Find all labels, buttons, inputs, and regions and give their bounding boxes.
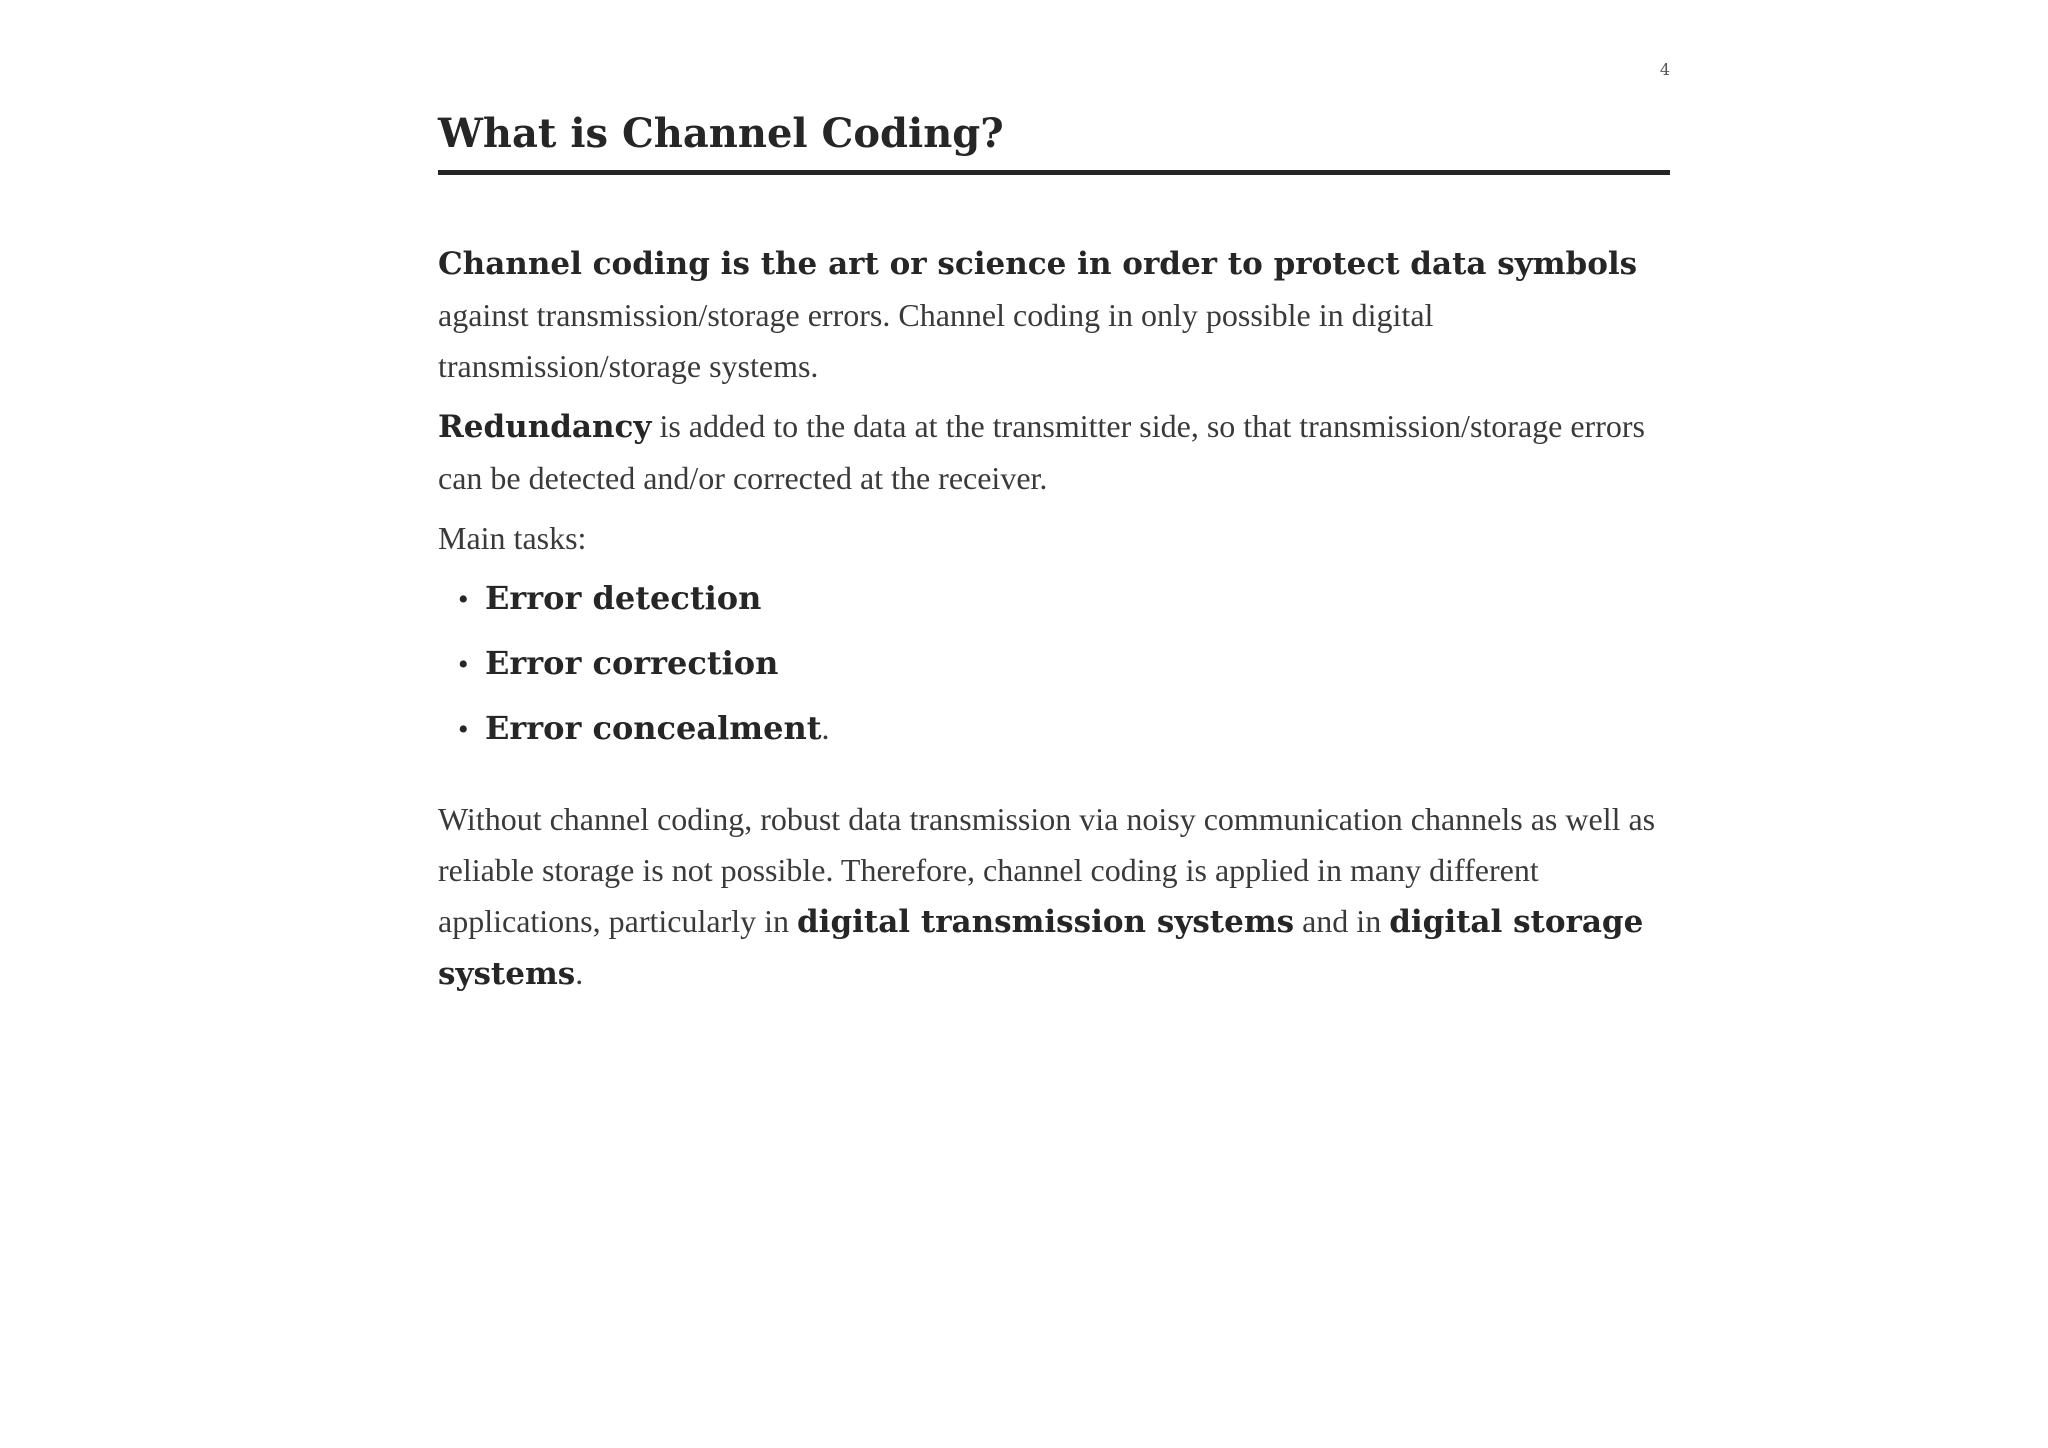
applications-text: Without channel coding, robust data transmission via noisy communication channels as well as reliable storage is not possible. Therefore, channel coding is applied in many different applications, particularly in <box>438 801 1656 939</box>
applications-text-connector: and in <box>1294 903 1390 939</box>
bullet-icon: • <box>458 648 469 681</box>
redundancy-text: is added to the data at the transmitter side, so that transmission/storage errors can be detected and/or corrected at the receiver. <box>438 408 1645 496</box>
page-number: 4 <box>1659 60 1670 79</box>
definition-paragraph <box>438 238 1670 392</box>
definition-text: against transmission/storage errors. Channel coding in only possible in digital transmission/storage systems. <box>438 297 1434 384</box>
list-item <box>458 573 1670 638</box>
redundancy-paragraph <box>438 401 1670 504</box>
task-label: Error concealment <box>485 709 822 747</box>
applications-bold-transmission: digital transmission systems <box>797 904 1295 940</box>
task-label: Error correction <box>485 644 779 682</box>
task-label: Error detection <box>485 579 762 617</box>
task-suffix: . <box>821 710 830 746</box>
applications-text-end: . <box>575 955 584 991</box>
list-item <box>458 703 1670 768</box>
title-underline-rule <box>438 170 1670 175</box>
list-item <box>458 638 1670 703</box>
bullet-icon: • <box>458 583 469 616</box>
redundancy-term: Redundancy <box>438 409 652 445</box>
definition-bold-lead: Channel coding is the art or science in order to protect data symbols <box>438 246 1638 282</box>
applications-bold-storage: digital storage systems <box>438 904 1644 992</box>
applications-paragraph <box>438 794 1670 1000</box>
slide-body <box>438 238 1670 1009</box>
slide-title: What is Channel Coding? <box>438 110 1004 157</box>
main-tasks-label: Main tasks: <box>438 520 587 556</box>
bullet-icon: • <box>458 713 469 746</box>
main-tasks-list <box>438 573 1670 768</box>
